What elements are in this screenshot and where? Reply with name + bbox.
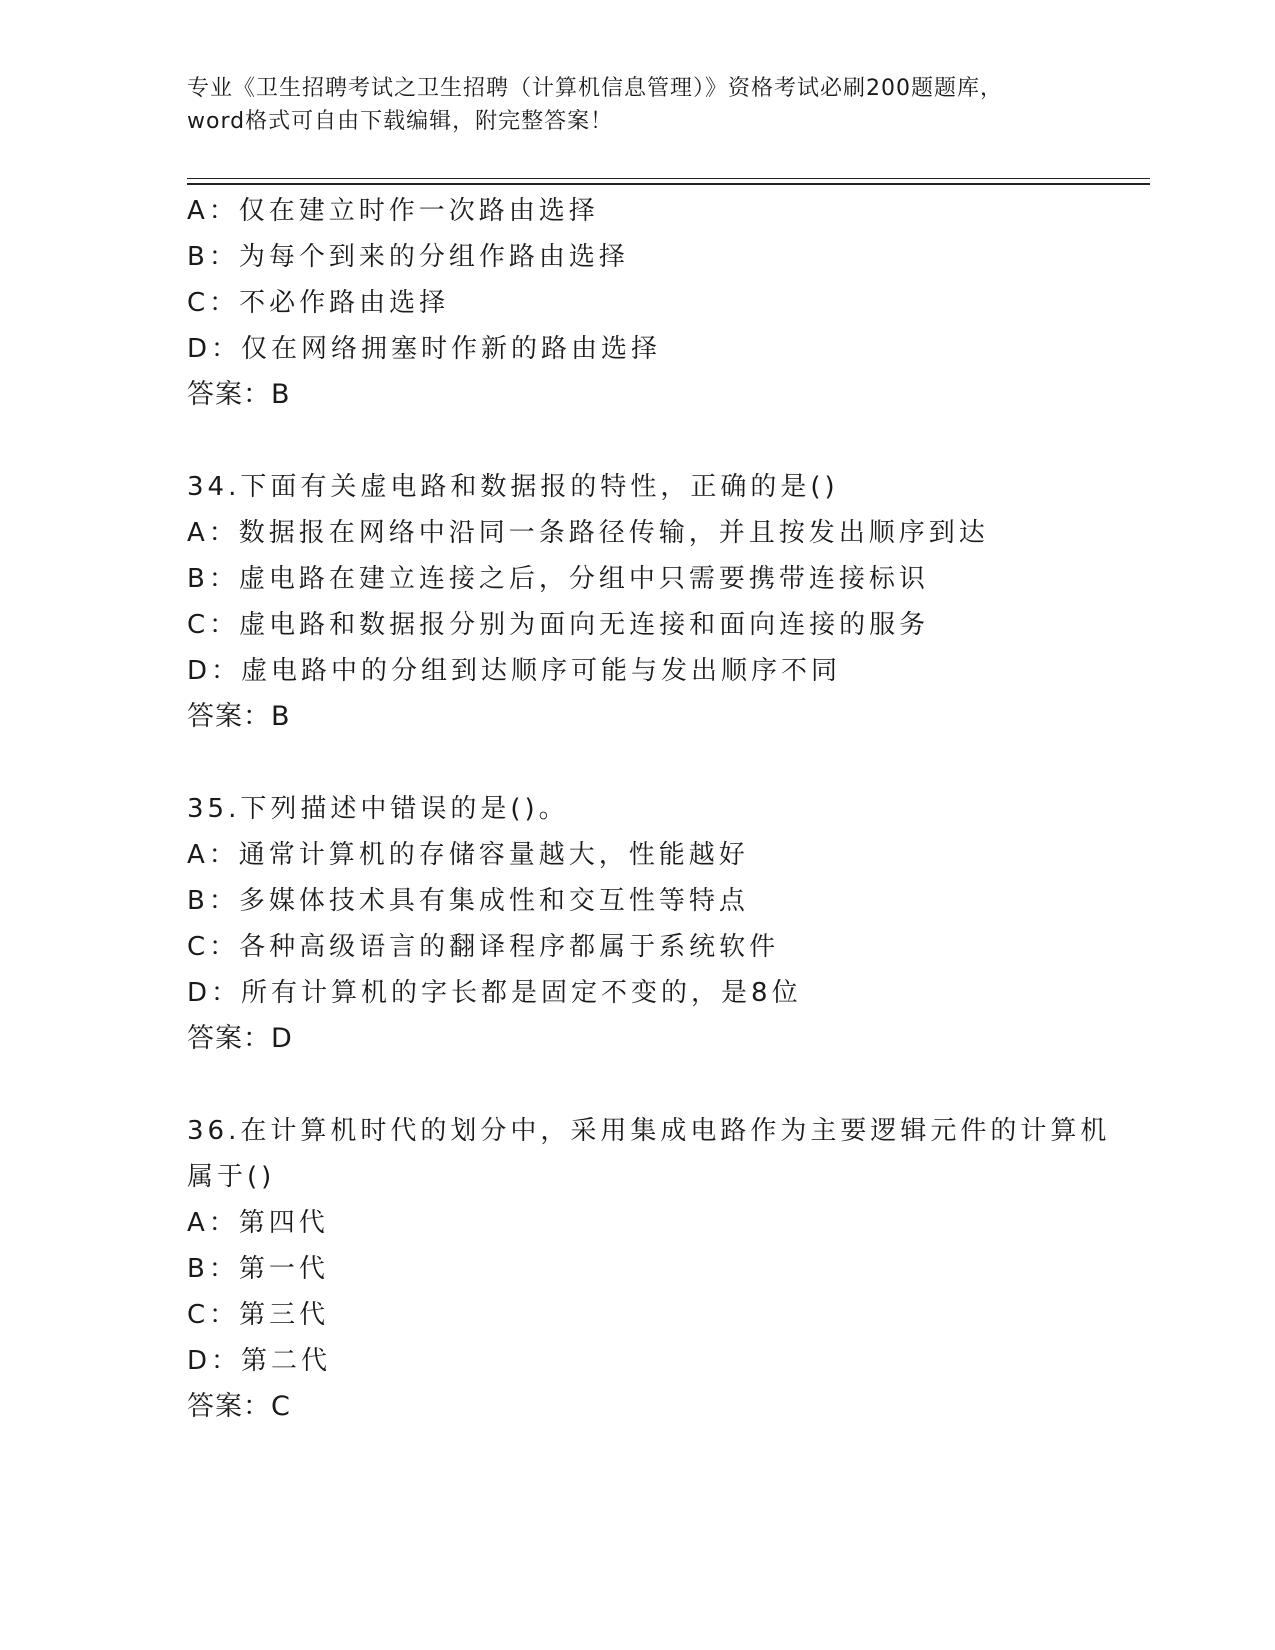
question-35 xyxy=(187,786,1087,1062)
option-b: B：虚电路在建立连接之后，分组中只需要携带连接标识 xyxy=(187,564,929,594)
header-divider-thick xyxy=(187,183,1150,185)
option-d: D：所有计算机的字长都是固定不变的，是8位 xyxy=(187,978,802,1008)
spacer xyxy=(187,740,1087,786)
option-a: A：数据报在网络中沿同一条路径传输，并且按发出顺序到达 xyxy=(187,518,989,548)
answer: 答案：D xyxy=(187,1023,293,1054)
header-title-line-2: word格式可自由下载编辑，附完整答案！ xyxy=(187,109,614,134)
answer: 答案：C xyxy=(187,1391,291,1422)
option-b: B：第一代 xyxy=(187,1254,329,1284)
option-d: D：第二代 xyxy=(187,1346,332,1376)
option-d: D：虚电路中的分组到达顺序可能与发出顺序不同 xyxy=(187,656,842,686)
option-a: A：仅在建立时作一次路由选择 xyxy=(187,196,599,226)
option-d: D：仅在网络拥塞时作新的路由选择 xyxy=(187,334,662,364)
option-a: A：第四代 xyxy=(187,1208,329,1238)
header-title-line-1: 专业《卫生招聘考试之卫生招聘（计算机信息管理）》资格考试必刷200题题库， xyxy=(187,76,1003,101)
document-header xyxy=(187,72,1087,138)
option-b: B：为每个到来的分组作路由选择 xyxy=(187,242,629,272)
question-list xyxy=(187,188,1111,1430)
question-text: 34.下面有关虚电路和数据报的特性，正确的是() xyxy=(187,472,839,502)
question-text-line-1: 36.在计算机时代的划分中，采用集成电路作为主要逻辑元件的计算机 xyxy=(187,1116,1111,1146)
option-b: B：多媒体技术具有集成性和交互性等特点 xyxy=(187,886,749,916)
answer: 答案：B xyxy=(187,379,291,410)
spacer xyxy=(187,418,1087,464)
question-34 xyxy=(187,464,1087,740)
answer: 答案：B xyxy=(187,701,291,732)
option-c: C：各种高级语言的翻译程序都属于系统软件 xyxy=(187,932,780,962)
option-c: C：不必作路由选择 xyxy=(187,288,450,318)
option-a: A：通常计算机的存储容量越大，性能越好 xyxy=(187,840,749,870)
header-divider-thin xyxy=(187,178,1150,179)
question-text: 35.下列描述中错误的是()。 xyxy=(187,794,569,824)
question-33 xyxy=(187,188,1087,418)
question-36 xyxy=(187,1108,1111,1430)
option-c: C：第三代 xyxy=(187,1300,330,1330)
option-c: C：虚电路和数据报分别为面向无连接和面向连接的服务 xyxy=(187,610,930,640)
spacer xyxy=(187,1062,1087,1108)
question-text-line-2: 属于() xyxy=(187,1162,276,1192)
